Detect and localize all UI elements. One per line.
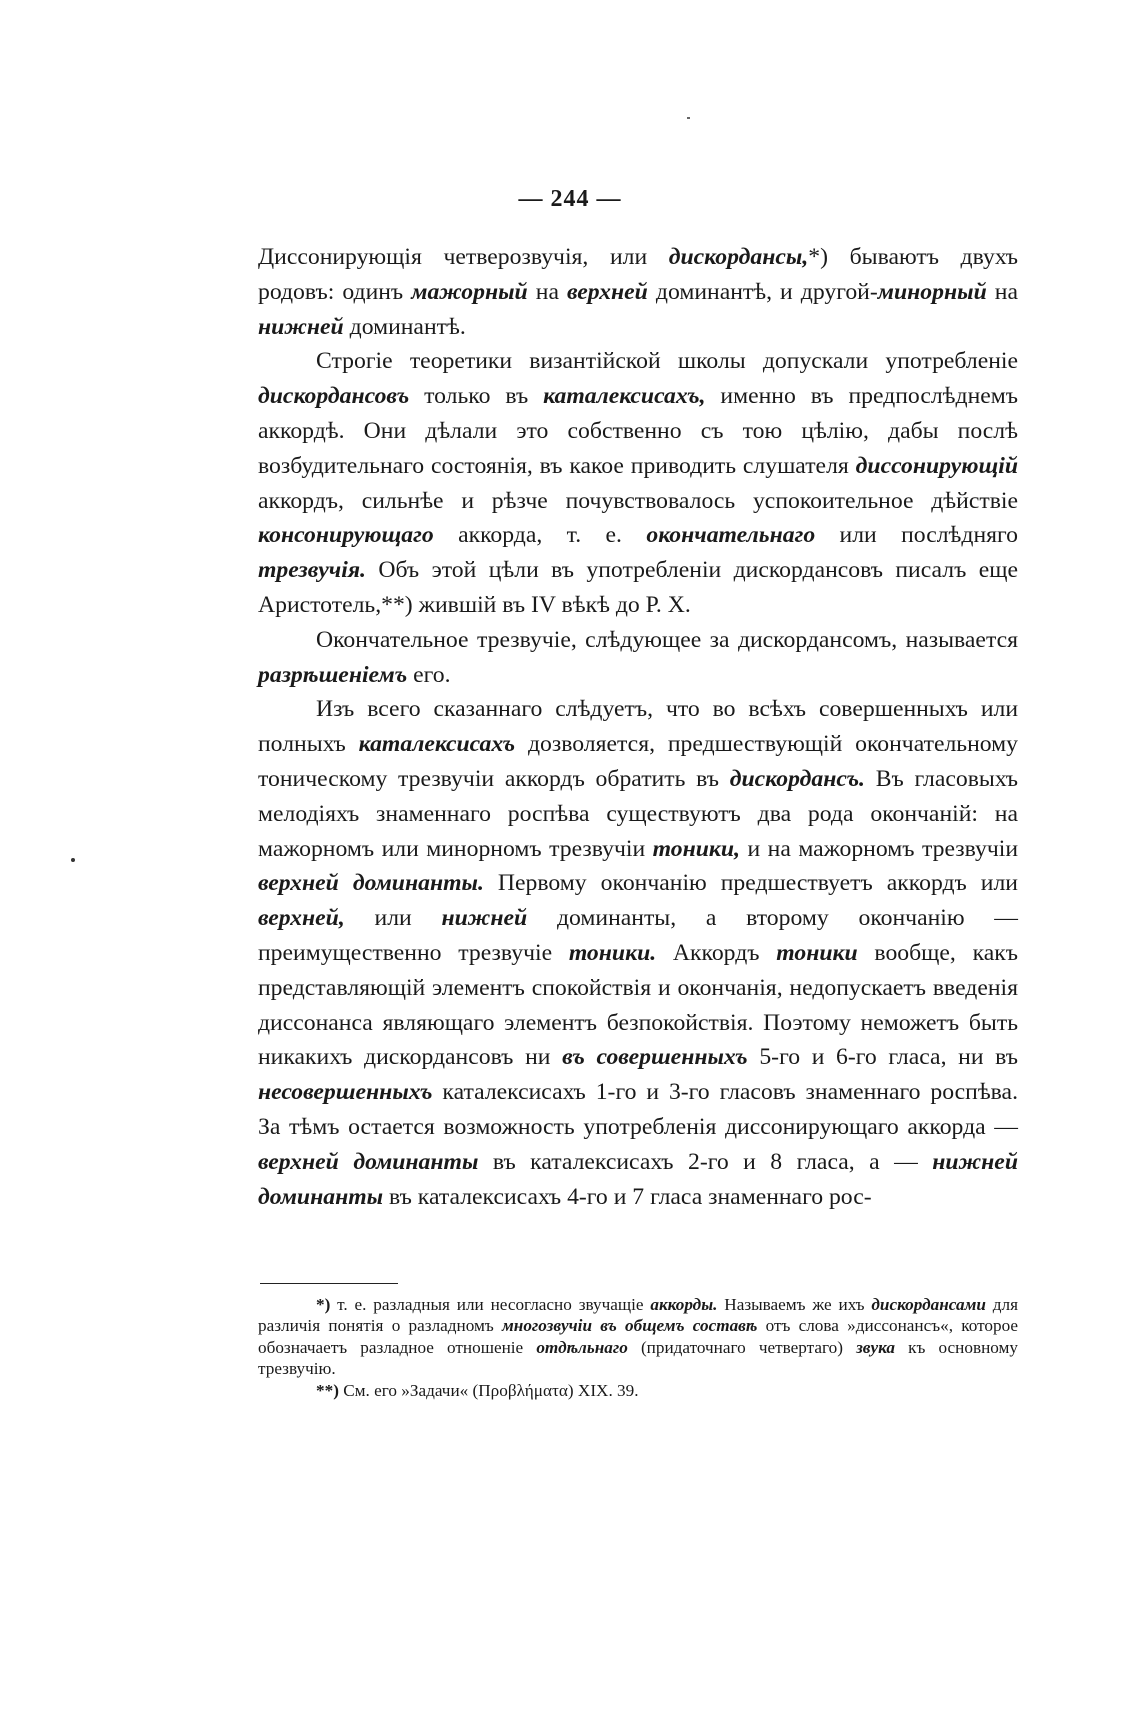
paragraph-1: Диссонирующія четверозвучія, или дискордансы,*) бываютъ двухъ родовъ: одинъ мажорный на верхней доминантѣ, и другой-минорный на нижней доминантѣ.: [258, 244, 1019, 340]
footnotes: [258, 1294, 1018, 1401]
scan-speck: [687, 117, 690, 119]
paragraph-4: Изъ всего сказаннаго слѣдуетъ, что во всѣхъ совершенныхъ или полныхъ каталексисахъ дозволяется, предшествующій окончательному тоническому трезвучіи аккордъ обратить въ дискордансъ. Въ гласовыхъ мелодіяхъ знаменнаго роспѣва существуютъ два рода окончаній: на мажорномъ или минорномъ трезвучіи тоники, и на мажорномъ трезвучіи верхней доминанты. Первому окончанію предшествуетъ аккордъ или верхней, или нижней доминанты, а второму окончанію — преимущественно трезвучіе тоники. Аккордъ тоники вообще, какъ представляющій элементъ спокойствія и окончанія, недопускаетъ введенія диссонанса являющаго элементъ безпокойствія. Поэтому неможетъ быть никакихъ дискордансовъ ни въ совершенныхъ 5-го и 6-го гласа, ни въ несовершенныхъ каталексисахъ 1-го и 3-го гласовъ знаменнаго роспѣва. За тѣмъ остается возможность употребленія диссонирующаго аккорда — верхней доминанты въ каталексисахъ 2-го и 8 гласа, а — нижней доминанты въ каталексисахъ 4-го и 7 гласа знаменнаго рос-: [258, 696, 1019, 1210]
footnote-2: **) См. его »Задачи« (Προβλήματα) XIX. 39.: [316, 1380, 639, 1400]
body-text: [258, 240, 1018, 1214]
paragraph-2: Строгіе теоретики византійской школы допускали употребленіе дискордансовъ только въ каталексисахъ, именно въ предпослѣднемъ аккордѣ. Они дѣлали это собственно съ тою цѣлію, дабы послѣ возбудительнаго состоянія, въ какое приводить слушателя диссонирующій аккордъ, сильнѣе и рѣзче почувствовалось успокоительное дѣйствіе консонирующаго аккорда, т. е. окончательнаго или послѣдняго трезвучія. Объ этой цѣли въ употребленіи дискордансовъ писалъ еще Аристотель,**) жившій въ IV вѣкѣ до Р. X.: [258, 348, 1019, 618]
footnote-marker: **): [316, 1380, 339, 1400]
page-number: — 244 —: [518, 186, 622, 212]
footnote-divider: [260, 1283, 398, 1284]
paragraph-3: Окончательное трезвучіе, слѣдующее за дискордансомъ, называется разрѣшеніемъ его.: [258, 626, 1018, 688]
footnote-1: *) т. е. разладныя или несогласно звучащіе аккорды. Называемъ же ихъ дискордансами для различія понятія о разладномъ многозвучіи въ общемъ составѣ отъ слова »диссонансъ«, которое обозначаетъ разладное отношеніе отдѣльнаго (придаточнаго четвертаго) звука къ основному трезвучію.: [258, 1295, 1019, 1379]
scan-speck: [71, 858, 75, 862]
footnote-marker: *): [316, 1295, 331, 1314]
